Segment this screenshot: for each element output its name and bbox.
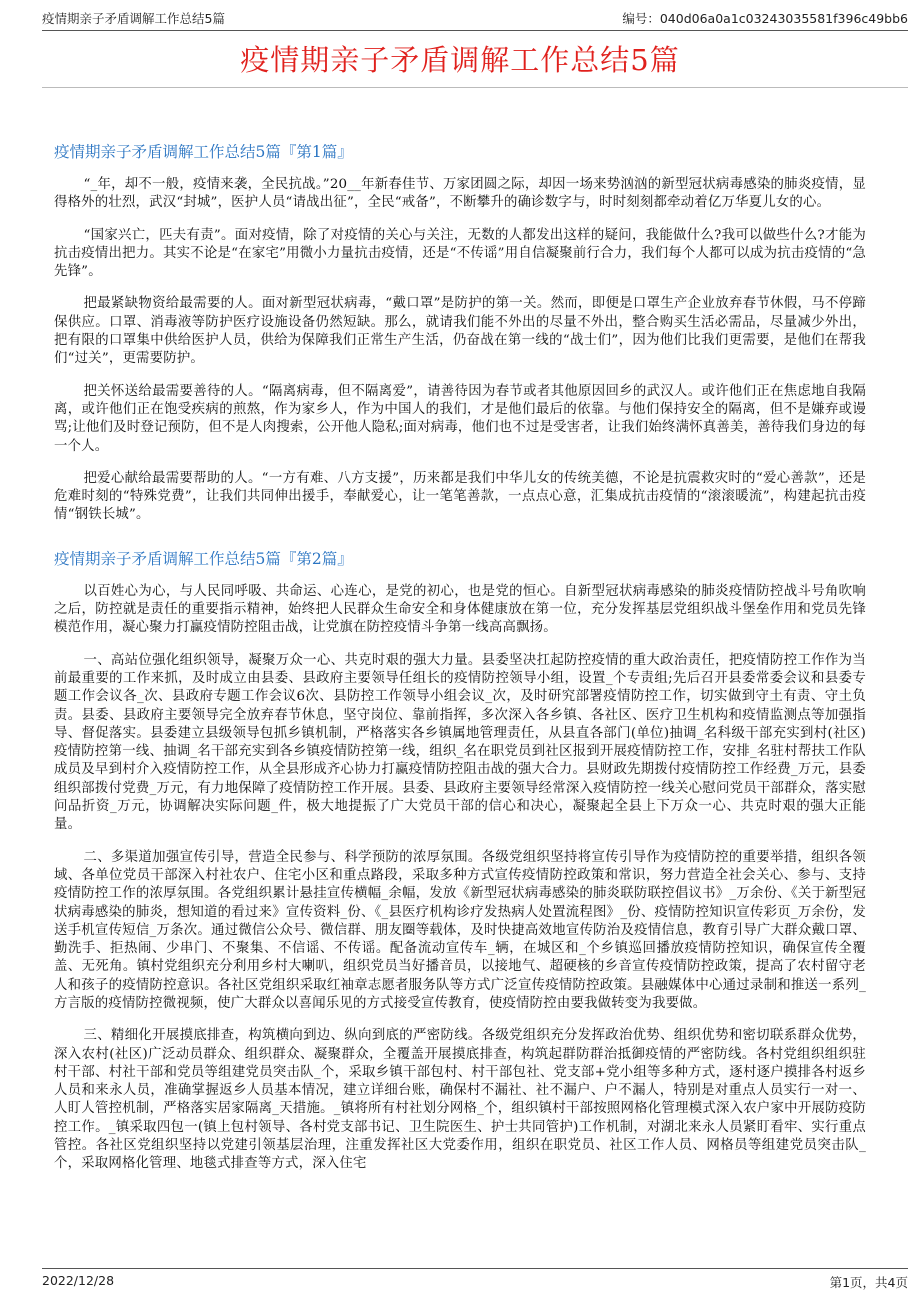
- section-1-paragraph: 把爱心献给最需要帮助的人。“一方有难、八方支援”，历来都是我们中华儿女的传统美德，不论是抗震救灾时的“爱心善款”，还是危难时刻的“特殊党费”，让我们共同伸出援手，奉献爱心，让一笔笔善款，一点点心意，汇集成抗击疫情的“滚滚暖流”，构建起抗击疫情“钢铁长城”。: [54, 470, 866, 523]
- header-doc-code: 编号：040d06a0a1c03243035581f396c49bb6: [622, 11, 908, 26]
- section-2-heading: 疫情期亲子矛盾调解工作总结5篇『第2篇』: [54, 549, 353, 568]
- page-header: [42, 0, 908, 31]
- section-2-paragraph: 以百姓心为心，与人民同呼吸、共命运、心连心，是党的初心，也是党的恒心。自新型冠状病毒感染的肺炎疫情防控战斗号角吹响之后，防控就是责任的重要指示精神，始终把人民群众生命安全和身体健康放在第一位，充分发挥基层党组织战斗堡垒作用和党员先锋模范作用，凝心聚力打赢疫情防控阻击战，让党旗在防控疫情斗争第一线高高飘扬。: [54, 583, 866, 636]
- section-1-paragraph: “国家兴亡，匹夫有责”。面对疫情，除了对疫情的关心与关注，无数的人都发出这样的疑问，我能做什么?我可以做些什么?才能为抗击疫情出把力。其实不论是“在家宅”用微小力量抗击疫情，还是“不传谣”用自信凝聚前行合力，我们每个人都可以成为抗击疫情的“急先锋”。: [54, 227, 866, 280]
- section-1-paragraph: 把关怀送给最需要善待的人。“隔离病毒，但不隔离爱”，请善待因为春节或者其他原因回乡的武汉人。或许他们正在焦虑地自我隔离，或许他们正在饱受疾病的煎熬，作为家乡人，作为中国人的我们，才是他们最后的依靠。与他们保持安全的隔离，但不是嫌弃或谩骂;让他们及时登记预防，但不是人肉搜索，公开他人隐私;面对病毒，他们也不过是受害者，让我们始终满怀真善美，善待我们身边的每一个人。: [54, 383, 866, 454]
- footer-page-number: 第1页，共4页: [829, 1275, 908, 1290]
- title-divider: [42, 87, 908, 88]
- footer-date: 2022/12/28: [42, 1273, 115, 1288]
- document-body: [54, 140, 866, 1188]
- section-1-paragraph: “_年，却不一般，疫情来袭，全民抗战。”20__年新春佳节、万家团圆之际，却因一场来势汹汹的新型冠状病毒感染的肺炎疫情，显得格外的壮烈，武汉“封城”，医护人员“请战出征”，全民“戒备”，不断攀升的确诊数字与，时时刻刻都牵动着亿万华夏儿女的心。: [54, 177, 866, 211]
- section-1-heading: 疫情期亲子矛盾调解工作总结5篇『第1篇』: [54, 143, 353, 161]
- document-title: 疫情期亲子矛盾调解工作总结5篇: [240, 43, 680, 77]
- header-doc-name: 疫情期亲子矛盾调解工作总结5篇: [42, 11, 225, 26]
- page-footer: [42, 1268, 908, 1291]
- section-1-paragraph: 把最紧缺物资给最需要的人。面对新型冠状病毒，“戴口罩”是防护的第一关。然而，即便是口罩生产企业放弃春节休假，马不停蹄保供应。口罩、消毒液等防护医疗设施设备仍然短缺。那么，就请我们能不外出的尽量不外出，整合购买生活必需品，尽量减少外出，把有限的口罩集中供给医护人员，供给为保障我们正常生产生活，仍奋战在第一线的“战士们”，因为他们比我们更需要，是他们在帮我们“过关”，更需要防护。: [54, 296, 866, 367]
- section-2-paragraph: 三、精细化开展摸底排查，构筑横向到边、纵向到底的严密防线。各级党组织充分发挥政治优势、组织优势和密切联系群众优势，深入农村(社区)广泛动员群众、组织群众、凝聚群众，全覆盖开展摸底排查，构筑起群防群治抵御疫情的严密防线。各村党组织组织驻村干部、村社干部和党员等组建党员突击队_个，采取乡镇干部包村、村干部包社、党支部+党小组等多种方式，逐村逐户摸排各村返乡人员和来永人员，准确掌握返乡人员基本情况，建立详细台账，确保村不漏社、社不漏户、户不漏人，特别是对重点人员实行一对一、人盯人管控机制，严格落实居家隔离_天措施。_镇将所有村社划分网格_个，组织镇村干部按照网格化管理模式深入农户家中开展防疫防控工作。_镇采取四包一(镇上包村领导、各村党支部书记、卫生院医生、护士共同管护)工作机制，对湖北来永人员紧盯看牢、实行重点管控。各社区党组织坚持以党建引领基层治理，注重发挥社区大党委作用，组织在职党员、社区工作人员、网格员等组建党员突击队_个，采取网格化管理、地毯式排查等方式，深入住宅: [54, 1028, 866, 1172]
- section-2-paragraph: 一、高站位强化组织领导，凝聚万众一心、共克时艰的强大力量。县委坚决扛起防控疫情的重大政治责任，把疫情防控工作作为当前最重要的工作来抓，及时成立由县委、县政府主要领导任组长的疫情防控领导小组，设置_个专责组;先后召开县委常委会议和县委专题工作会议各_次、县政府专题工作会议6次、县防控工作领导小组会议_次，及时研究部署疫情防控工作，切实做到守土有责、守土负责。县委、县政府主要领导完全放弃春节休息，坚守岗位、靠前指挥，多次深入各乡镇、各社区、医疗卫生机构和疫情监测点等加强指导、督促落实。县委建立县级领导包抓乡镇机制，严格落实各乡镇属地管理责任，从县直各部门(单位)抽调_名科级干部充实到村(社区)疫情防控第一线、抽调_名干部充实到各乡镇疫情防控第一线，组织_名在职党员到社区报到开展疫情防控工作，安排_名驻村帮扶工作队成员及早到村介入疫情防控工作，从全县形成齐心协力打赢疫情防控阻击战的强大合力。县财政先期拨付疫情防控工作经费_万元，县委组织部拨付党费_万元，有力地保障了疫情防控工作开展。县委、县政府主要领导经常深入疫情防控一线关心慰问党员干部群众，落实慰问品折资_万元，协调解决实际问题_件，极大地提振了广大党员干部的信心和决心，凝聚起全县上下万众一心、共克时艰的强大正能量。: [54, 652, 866, 833]
- section-2-paragraph: 二、多渠道加强宣传引导，营造全民参与、科学预防的浓厚氛围。各级党组织坚持将宣传引导作为疫情防控的重要举措，组织各领域、各单位党员干部深入村社农户、住宅小区和重点路段，采取多种方式宣传疫情防控政策和常识，努力营造全社会关心、参与、支持疫情防控工作的浓厚氛围。各党组织累计悬挂宣传横幅_余幅，发放《新型冠状病毒感染的肺炎联防联控倡议书》_万余份、《关于新型冠状病毒感染的肺炎，想知道的看过来》宣传资料_份、《_县医疗机构诊疗发热病人处置流程图》_份、疫情防控知识宣传彩页_万余份，发送手机宣传短信_万条次。通过微信公众号、微信群、朋友圈等载体，及时快捷高效地宣传防治及疫情信息，教育引导广大群众戴口罩、勤洗手、拒热闹、少串门、不聚集、不信谣、不传谣。配备流动宣传车_辆，在城区和_个乡镇巡回播放疫情防控知识，确保宣传全覆盖、无死角。镇村党组织充分利用乡村大喇叭，组织党员当好播音员，以接地气、超硬核的乡音宣传疫情防控政策，提高了农村留守老人和孩子的疫情防控意识。各社区党组织采取红袖章志愿者服务队等方式广泛宣传疫情防控政策。县融媒体中心通过录制和推送一系列_方言版的疫情防控微视频，使广大群众以喜闻乐见的方式接受宣传教育，使疫情防控由要我做转变为我要做。: [54, 849, 866, 1011]
